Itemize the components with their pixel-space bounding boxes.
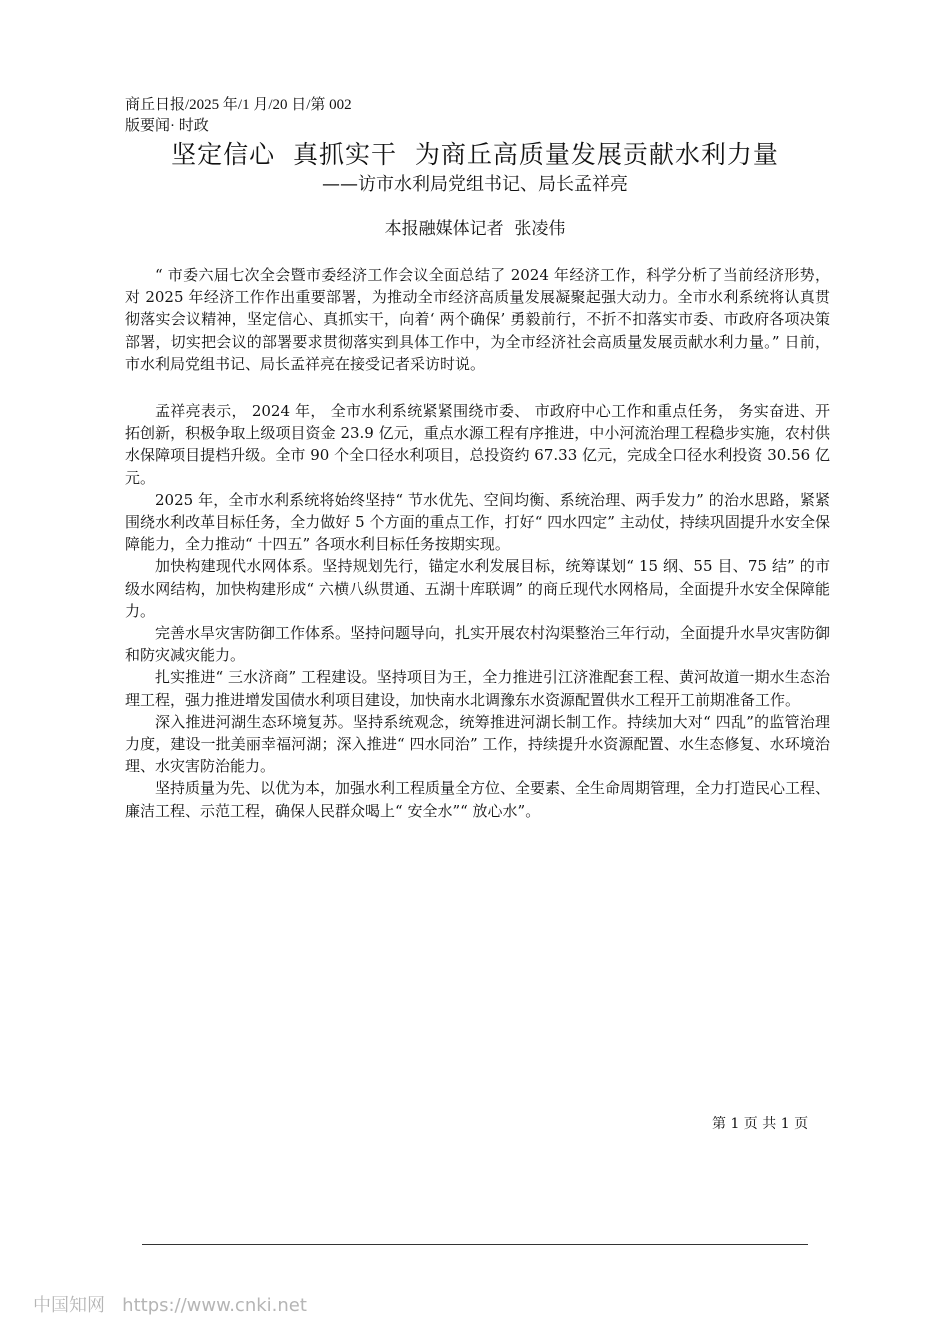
article-byline: 本报融媒体记者 张凌伟 [384,219,566,239]
publication-info [125,95,352,137]
section-line: 版要闻· 时政 [125,118,209,134]
article-body-lead [125,264,830,375]
cnki-watermark: 中国知网 https://www.cnki.net [33,1295,307,1316]
paragraph: 深入推进河湖生态环境复苏。坚持系统观念，统筹推进河湖长制工作。持续加大对“ 四乱”的监管治理力度，建设一批美丽幸福河湖；深入推进“ 四水同治” 工作，持续提升水资源配置、水生态修复、水环境治理、水灾害防治能力。 [125,712,830,776]
article-title: 坚定信心 真抓实干 为商丘高质量发展贡献水利力量 [171,140,779,169]
article-body-main [125,400,830,822]
paragraph: 2025 年，全市水利系统将始终坚持“ 节水优先、空间均衡、系统治理、两手发力” 的治水思路，紧紧围绕水利改革目标任务，全力做好 5 个方面的重点工作，打好“ 四水四定” 主动仗，持续巩固提升水安全保障能力，全力推动“ 十四五” 各项水利目标任务按期实现。 [125,490,830,554]
paragraph: 孟祥亮表示， 2024 年， 全市水利系统紧紧围绕市委、 市政府中心工作和重点任务， 务实奋进、开拓创新，积极争取上级项目资金 23.9 亿元，重点水源工程有序推进，中小河流治理工程稳步实施，农村供水保障项目提档升级。全市 90 个全口径水利项目，总投资约 67.33 亿元，完成全口径水利投资 30.56 亿元。 [125,402,830,487]
paragraph: 加快构建现代水网体系。坚持规划先行，锚定水利发展目标，统筹谋划“ 15 纲、55 目、75 结” 的市级水网结构，加快构建形成“ 六横八纵贯通、五湖十库联调” 的商丘现代水网格局，全面提升水安全保障能力。 [125,557,830,620]
page-number: 第 1 页 共 1 页 [712,1116,809,1132]
article-subtitle: ——访市水利局党组书记、局长孟祥亮 [322,174,628,195]
source-line: 商丘日报/2025 年/1 月/20 日/第 002 [125,97,352,113]
paragraph: 扎实推进“ 三水济商” 工程建设。坚持项目为王，全力推进引江济淮配套工程、黄河故道一期水生态治理工程，强力推进增发国债水利项目建设，加快南水北调豫东水资源配置供水工程开工前期准备工作。 [125,668,830,709]
paragraph: “ 市委六届七次全会暨市委经济工作会议全面总结了 2024 年经济工作，科学分析了当前经济形势，对 2025 年经济工作作出重要部署，为推动全市经济高质量发展凝聚起强大动力。全市水利系统将认真贯彻落实会议精神，坚定信心、真抓实干，向着‘ 两个确保’ 勇毅前行，不折不扣落实市委、市政府各项决策部署，切实把会议的部署要求贯彻落实到具体工作中，为全市经济社会高质量发展贡献水利力量。” 日前，市水利局党组书记、局长孟祥亮在接受记者采访时说。 [125,266,830,373]
footer-divider [142,1244,808,1245]
paragraph: 坚持质量为先、以优为本，加强水利工程质量全方位、全要素、全生命周期管理，全力打造民心工程、廉洁工程、示范工程，确保人民群众喝上“ 安全水”“ 放心水”。 [125,779,831,820]
paragraph: 完善水旱灾害防御工作体系。坚持问题导向，扎实开展农村沟渠整治三年行动，全面提升水旱灾害防御和防灾减灾能力。 [125,624,831,665]
